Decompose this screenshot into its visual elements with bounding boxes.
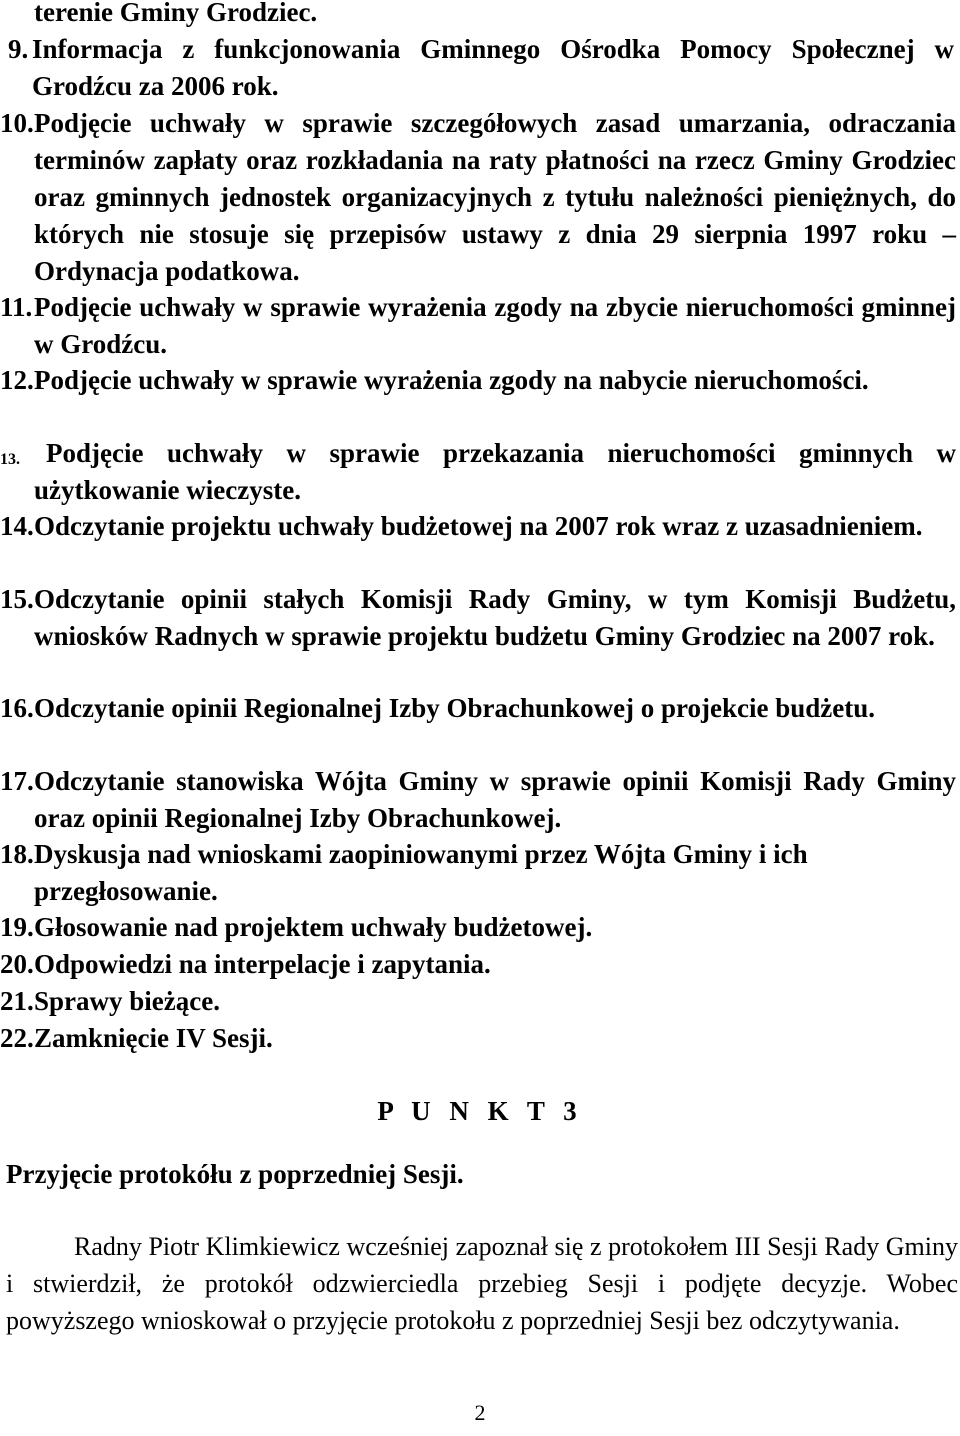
agenda-item-text: Odczytanie opinii Regionalnej Izby Obrachunkowej o projekcie budżetu. [34, 693, 876, 723]
agenda-item-text: Zamknięcie IV Sesji. [34, 1023, 273, 1053]
agenda-item-text: Podjęcie uchwały w sprawie przekazania nieruchomości gminnych w użytkowanie wieczyste. [34, 438, 956, 505]
agenda-item-text: Odczytanie opinii stałych Komisji Rady Gminy, w tym Komisji Budżetu, wniosków Radnych w sprawie projektu budżetu Gminy Grodziec na 2007 rok. [34, 584, 956, 651]
agenda-item-number: 9. [8, 34, 29, 64]
section-heading: P U N K T 3 [377, 1096, 583, 1126]
agenda-item-22 [0, 1020, 956, 1057]
agenda-item-number: 22. [0, 1023, 34, 1053]
agenda-item-12 [0, 362, 956, 399]
agenda-item-10 [0, 105, 956, 290]
agenda-item-text: Podjęcie uchwały w sprawie szczegółowych zasad umarzania, odraczania terminów zapłaty oraz rozkładania na raty płatności na rzecz Gminy Grodziec oraz gminnych jednostek organizacyjnych z tytułu należności pieniężnych, do których nie stosuje się przepisów ustawy z dnia 29 sierpnia 1997 roku – Ordynacja podatkowa. [34, 108, 956, 286]
agenda-item-text: Odczytanie stanowiska Wójta Gminy w sprawie opinii Komisji Rady Gminy oraz opinii Regionalnej Izby Obrachunkowej. [34, 766, 956, 833]
agenda-item-text: Odczytanie projektu uchwały budżetowej na 2007 rok wraz z uzasadnieniem. [34, 511, 923, 541]
agenda-item-16 [0, 690, 956, 727]
agenda-item-number: 15. [0, 584, 34, 614]
agenda-item-text: Sprawy bieżące. [34, 986, 220, 1016]
agenda-item-number: 19. [0, 912, 34, 942]
agenda-item-text: Głosowanie nad projektem uchwały budżetowej. [34, 912, 593, 942]
agenda-item-text: Dyskusja nad wnioskami zaopiniowanymi przez Wójta Gminy i ich przegłosowanie. [34, 839, 808, 906]
body-paragraph: Radny Piotr Klimkiewicz wcześniej zapoznał się z protokołem III Sesji Rady Gminy i stwierdził, że protokół odzwierciedla przebieg Sesji i podjęte decyzje. Wobec powyższego wnioskował o przyjęcie protokołu z poprzedniej Sesji bez odczytywania. [6, 1232, 958, 1335]
agenda-item-text: Podjęcie uchwały w sprawie wyrażenia zgody na nabycie nieruchomości. [34, 365, 869, 395]
agenda-item-text: Podjęcie uchwały w sprawie wyrażenia zgody na zbycie nieruchomości gminnej w Grodźcu. [34, 292, 956, 359]
agenda-item-18 [0, 836, 956, 910]
agenda-item-number: 17. [0, 766, 34, 796]
agenda-item-14 [0, 508, 956, 545]
section-subheading: Przyjęcie protokółu z poprzedniej Sesji. [6, 1159, 464, 1189]
agenda-item-number: 16. [0, 693, 34, 723]
agenda-item-number: 13. [0, 451, 20, 468]
continuation-line: terenie Gminy Grodziec. [34, 0, 318, 27]
agenda-item-number: 21. [0, 986, 34, 1016]
page-number: 2 [474, 1400, 486, 1425]
agenda-item-number: 11. [0, 292, 33, 322]
agenda-item-15 [0, 581, 956, 655]
agenda-item-number: 18. [0, 839, 34, 869]
agenda-item-number: 20. [0, 949, 34, 979]
agenda-item-11 [0, 289, 956, 363]
agenda-item-21 [0, 983, 956, 1020]
agenda-item-number: 10. [0, 108, 34, 138]
agenda-item-20 [0, 946, 956, 983]
agenda-item-number: 12. [0, 365, 34, 395]
agenda-item-number: 14. [0, 511, 34, 541]
agenda-item-13 [0, 435, 956, 509]
agenda-item-19 [0, 909, 956, 946]
agenda-item-text: Odpowiedzi na interpelacje i zapytania. [34, 949, 491, 979]
agenda-item-text: Informacja z funkcjonowania Gminnego Ośrodka Pomocy Społecznej w Grodźcu za 2006 rok. [32, 34, 954, 101]
agenda-item-17 [0, 763, 956, 837]
agenda-item-9 [8, 31, 954, 105]
